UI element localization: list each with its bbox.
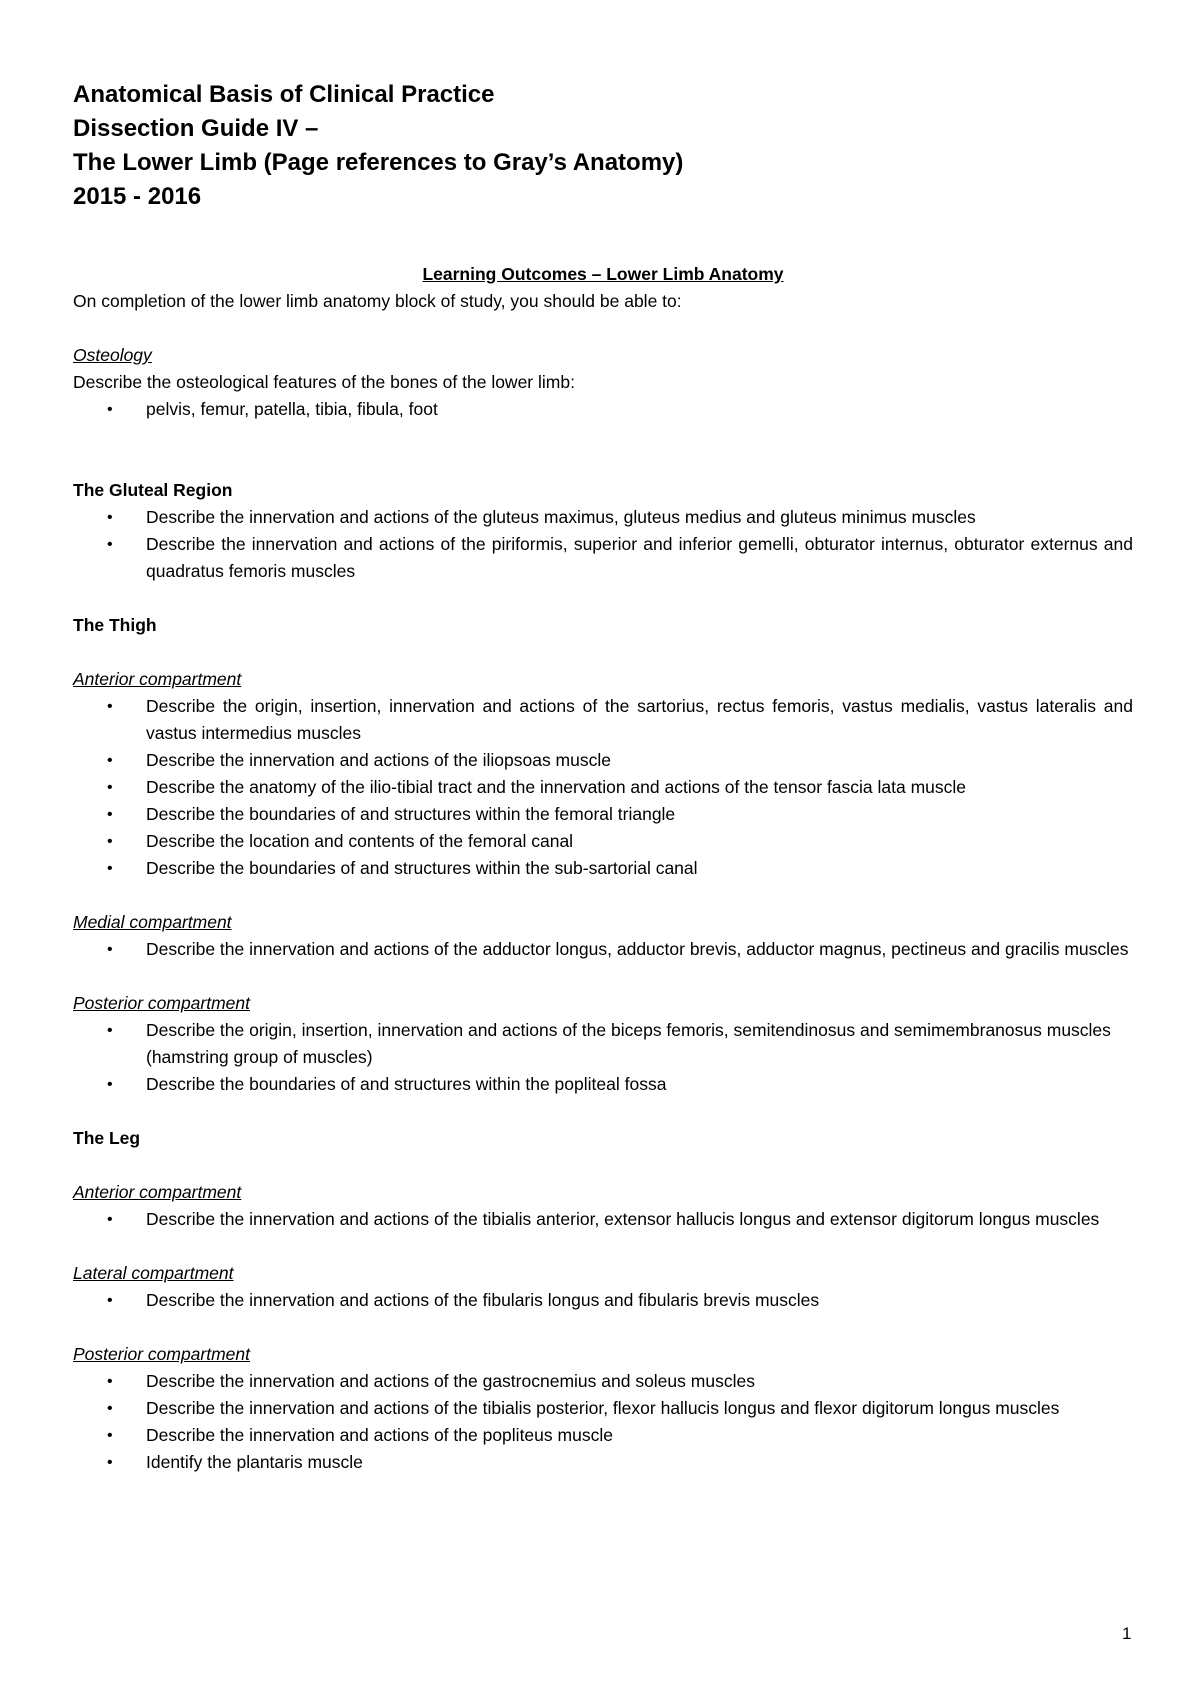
bullet-icon: •: [107, 860, 113, 877]
osteology-heading: Osteology: [73, 345, 152, 365]
list-item: • Describe the innervation and actions of the iliopsoas muscle: [73, 747, 1133, 774]
list-item: • Describe the boundaries of and structures within the popliteal fossa: [73, 1071, 1133, 1098]
leg-lateral-heading: Lateral compartment: [73, 1263, 234, 1283]
thigh-medial-list: [73, 936, 1133, 963]
bullet-icon: •: [107, 1292, 113, 1309]
gluteal-list: [73, 504, 1133, 585]
title-line: Anatomical Basis of Clinical Practice: [73, 81, 495, 108]
list-item: • Describe the innervation and actions of the gluteus maximus, gluteus medius and gluteus minimus muscles: [73, 504, 1133, 531]
bullet-icon: •: [107, 698, 113, 715]
leg-anterior-list: [73, 1206, 1133, 1233]
thigh-anterior-list: [73, 693, 1133, 882]
bullet-icon: •: [107, 1400, 113, 1417]
title-line: The Lower Limb (Page references to Gray’s Anatomy): [73, 149, 684, 176]
bullet-icon: •: [107, 1211, 113, 1228]
list-item: • Describe the origin, insertion, innervation and actions of the biceps femoris, semitendinosus and semimembranosus muscles (hamstring group of muscles): [73, 1017, 1133, 1071]
bullet-icon: •: [107, 509, 113, 526]
document-title: [73, 78, 683, 214]
list-item: • pelvis, femur, patella, tibia, fibula, foot: [73, 396, 1133, 423]
bullet-icon: •: [107, 401, 113, 418]
list-item: • Identify the plantaris muscle: [73, 1449, 1133, 1476]
list-item: • Describe the origin, insertion, innervation and actions of the sartorius, rectus femoris, vastus medialis, vastus lateralis and vastus intermedius muscles: [73, 693, 1133, 747]
list-item: • Describe the location and contents of the femoral canal: [73, 828, 1133, 855]
title-line: 2015 - 2016: [73, 183, 202, 210]
list-item: • Describe the innervation and actions of the fibularis longus and fibularis brevis muscles: [73, 1287, 1133, 1314]
thigh-anterior-heading: Anterior compartment: [73, 669, 242, 689]
thigh-medial-heading: Medial compartment: [73, 912, 232, 932]
bullet-icon: •: [107, 1454, 113, 1471]
thigh-posterior-heading: Posterior compartment: [73, 993, 251, 1013]
bullet-icon: •: [107, 941, 113, 958]
bullet-icon: •: [107, 806, 113, 823]
thigh-posterior-list: [73, 1017, 1133, 1098]
page-number: 1: [1122, 1624, 1132, 1643]
bullet-icon: •: [107, 1076, 113, 1093]
list-item: • Describe the anatomy of the ilio-tibial tract and the innervation and actions of the tensor fascia lata muscle: [73, 774, 1133, 801]
leg-lateral-list: [73, 1287, 1133, 1314]
leg-anterior-heading: Anterior compartment: [73, 1182, 242, 1202]
leg-posterior-list: [73, 1368, 1133, 1476]
leg-posterior-heading: Posterior compartment: [73, 1344, 251, 1364]
bullet-icon: •: [107, 1427, 113, 1444]
thigh-heading: The Thigh: [73, 615, 157, 635]
bullet-icon: •: [107, 833, 113, 850]
gluteal-region-heading: The Gluteal Region: [73, 480, 233, 500]
list-item: • Describe the innervation and actions of the adductor longus, adductor brevis, adductor magnus, pectineus and gracilis muscles: [73, 936, 1133, 963]
bullet-icon: •: [107, 1022, 113, 1039]
learning-outcomes-intro: On completion of the lower limb anatomy block of study, you should be able to:: [73, 291, 682, 311]
bullet-icon: •: [107, 1373, 113, 1390]
bullet-icon: •: [107, 536, 113, 553]
leg-heading: The Leg: [73, 1128, 141, 1148]
list-item: • Describe the innervation and actions of the tibialis posterior, flexor hallucis longus and flexor digitorum longus muscles: [73, 1395, 1133, 1422]
osteology-text: Describe the osteological features of the bones of the lower limb:: [73, 372, 575, 392]
list-item: • Describe the innervation and actions of the popliteus muscle: [73, 1422, 1133, 1449]
list-item: • Describe the boundaries of and structures within the femoral triangle: [73, 801, 1133, 828]
document-body: [73, 261, 1133, 1476]
list-item: • Describe the innervation and actions of the gastrocnemius and soleus muscles: [73, 1368, 1133, 1395]
list-item: • Describe the innervation and actions of the tibialis anterior, extensor hallucis longus and extensor digitorum longus muscles: [73, 1206, 1133, 1233]
bullet-icon: •: [107, 779, 113, 796]
list-item: • Describe the innervation and actions of the piriformis, superior and inferior gemelli, obturator internus, obturator externus and quadratus femoris muscles: [73, 531, 1133, 585]
learning-outcomes-heading: Learning Outcomes – Lower Limb Anatomy: [422, 264, 784, 284]
title-line: Dissection Guide IV –: [73, 115, 319, 142]
list-item: • Describe the boundaries of and structures within the sub-sartorial canal: [73, 855, 1133, 882]
bullet-icon: •: [107, 752, 113, 769]
osteology-list: [73, 396, 1133, 423]
